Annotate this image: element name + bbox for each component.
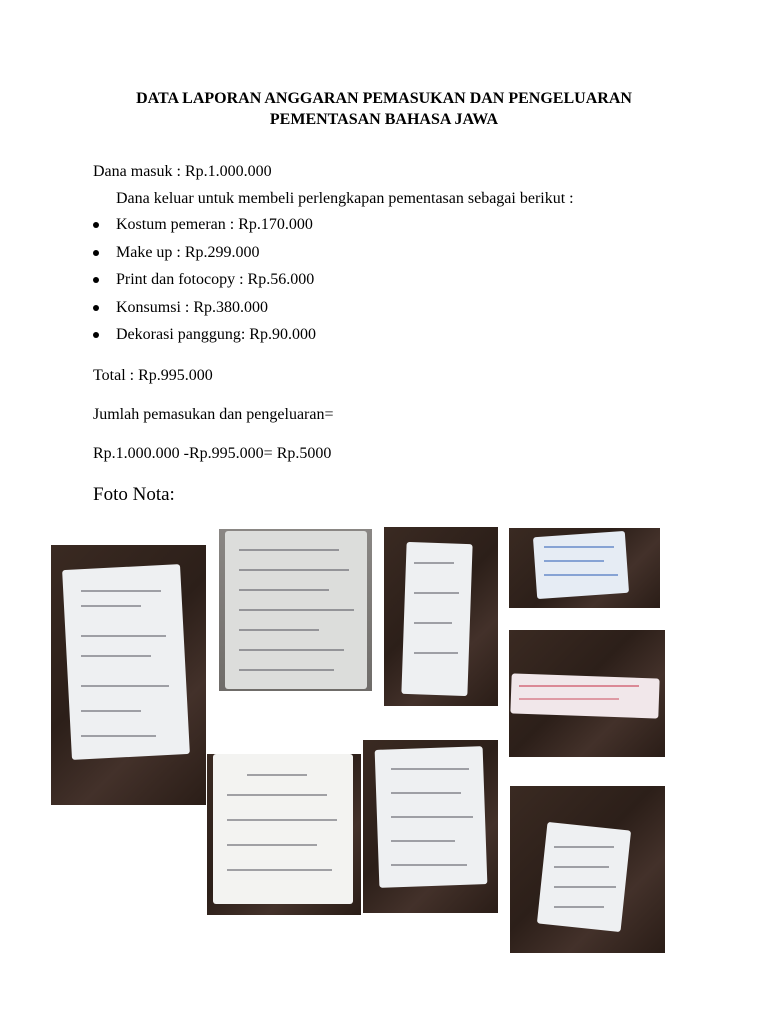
receipt-photo-6 bbox=[207, 754, 361, 915]
receipt-photo-2 bbox=[219, 529, 372, 691]
dana-masuk: Dana masuk : Rp.1.000.000 bbox=[93, 163, 272, 180]
bullet-icon bbox=[93, 332, 99, 338]
jumlah-calc: Rp.1.000.000 -Rp.995.000= Rp.5000 bbox=[93, 445, 332, 462]
list-item: Konsumsi : Rp.380.000 bbox=[93, 298, 316, 326]
total: Total : Rp.995.000 bbox=[93, 367, 213, 384]
bullet-icon bbox=[93, 305, 99, 311]
receipt-photo-5 bbox=[509, 630, 665, 757]
title-line-2: PEMENTASAN BAHASA JAWA bbox=[269, 111, 499, 128]
list-item: Kostum pemeran : Rp.170.000 bbox=[93, 215, 316, 243]
receipt-photo-4 bbox=[509, 528, 660, 608]
jumlah-label: Jumlah pemasukan dan pengeluaran= bbox=[93, 406, 334, 423]
receipt-photo-7 bbox=[363, 740, 498, 913]
list-item: Print dan fotocopy : Rp.56.000 bbox=[93, 270, 316, 298]
bullet-icon bbox=[93, 277, 99, 283]
dana-keluar: Dana keluar untuk membeli perlengkapan pementasan sebagai berikut : bbox=[116, 190, 574, 207]
bullet-icon bbox=[93, 250, 99, 256]
receipt-photo-3 bbox=[384, 527, 498, 706]
receipt-photo-1 bbox=[51, 545, 206, 805]
receipt-photo-8 bbox=[510, 786, 665, 953]
bullet-icon bbox=[93, 222, 99, 228]
title-line-1: DATA LAPORAN ANGGARAN PEMASUKAN DAN PENGELUARAN bbox=[136, 90, 632, 107]
expense-list bbox=[93, 215, 316, 353]
list-item: Dekorasi panggung: Rp.90.000 bbox=[93, 325, 316, 353]
foto-nota-label: Foto Nota: bbox=[93, 484, 175, 505]
document-title bbox=[0, 88, 768, 130]
list-item: Make up : Rp.299.000 bbox=[93, 243, 316, 271]
